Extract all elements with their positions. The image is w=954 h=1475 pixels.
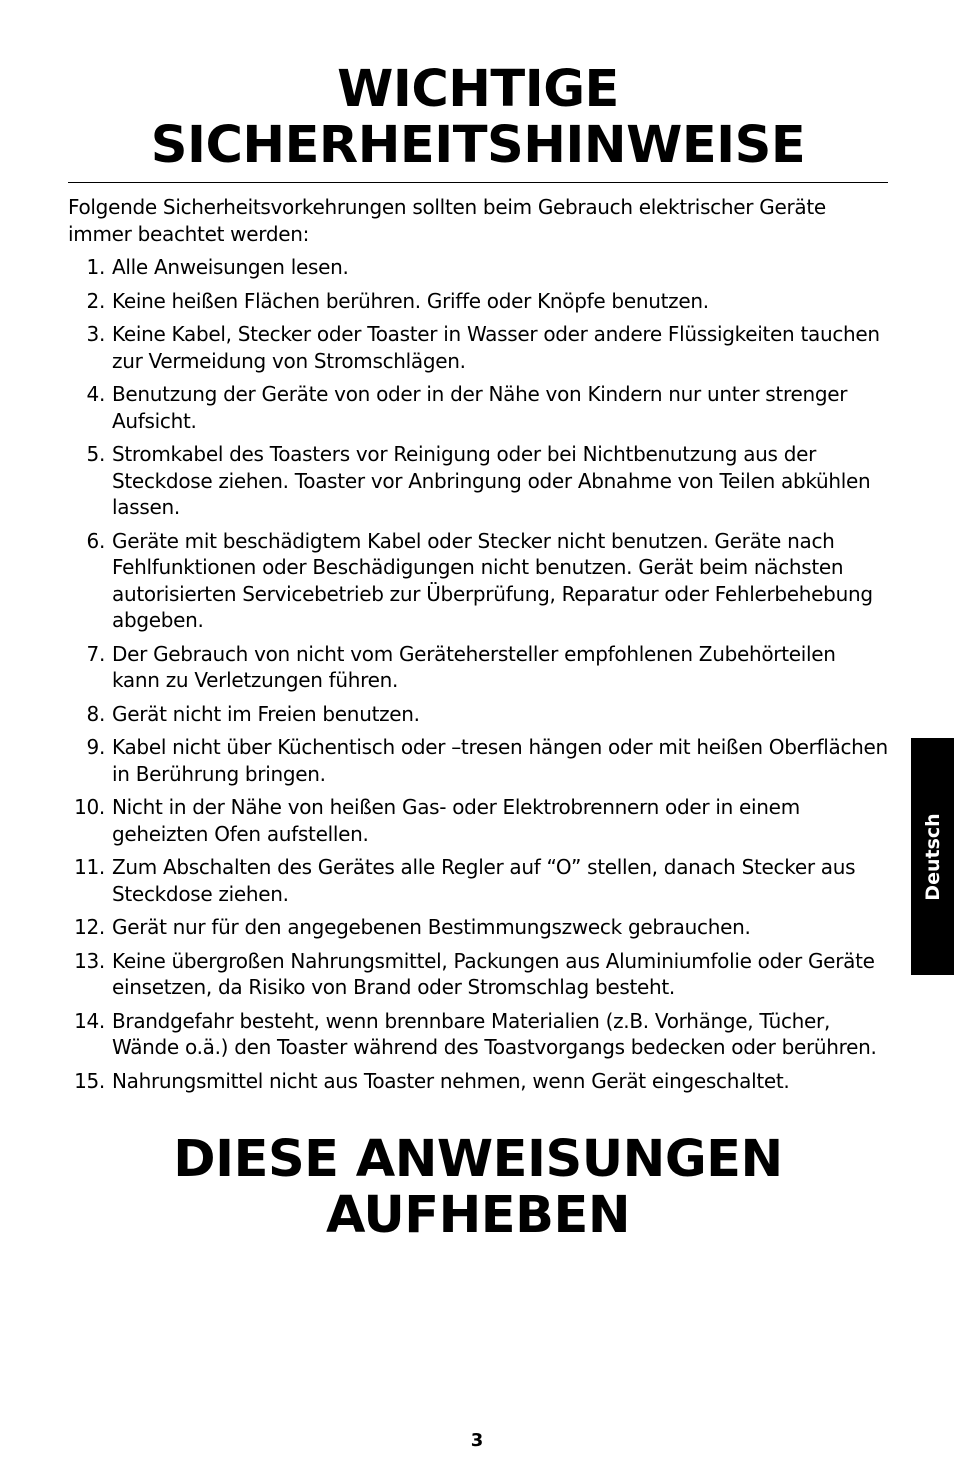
list-item (68, 701, 888, 728)
list-item (68, 794, 888, 847)
item-number: 9. (86, 735, 105, 759)
list-item (68, 641, 888, 694)
language-tab (911, 738, 954, 975)
item-number: 5. (86, 442, 105, 466)
language-tab-label: Deutsch (921, 812, 944, 901)
list-item (68, 948, 888, 1001)
item-number: 10. (74, 795, 105, 819)
page-number: 3 (470, 1430, 484, 1451)
item-text: Alle Anweisungen lesen. (112, 255, 349, 279)
page-title-line-2: SICHERHEITSHINWEISE (150, 116, 806, 175)
item-text: Gerät nicht im Freien benutzen. (112, 701, 420, 726)
page-title-line-1: WICHTIGE (337, 60, 619, 119)
item-number: 13. (74, 948, 105, 973)
item-text: Zum Abschalten des Gerätes alle Regler auf “O” stellen, danach Stecker aus Steckdose ziehen. (112, 855, 856, 906)
safety-instructions-list (68, 254, 888, 1101)
item-number: 12. (74, 915, 105, 939)
list-item (68, 321, 888, 374)
item-text: Brandgefahr besteht, wenn brennbare Materialien (z.B. Vorhänge, Tücher, Wände o.ä.) den Toaster während des Toastvorgangs bedecken oder berühren. (112, 1008, 877, 1059)
item-text: Der Gebrauch von nicht vom Gerätehersteller empfohlenen Zubehörteilen kann zu Verletzungen führen. (112, 641, 836, 692)
list-item (68, 1068, 888, 1095)
item-number: 8. (86, 701, 105, 726)
closing-heading-line-2: AUFHEBEN (325, 1186, 631, 1245)
item-text: Kabel nicht über Küchentisch oder –tresen hängen oder mit heißen Oberflächen in Berührung bringen. (112, 735, 888, 786)
item-text: Keine Kabel, Stecker oder Toaster in Wasser oder andere Flüssigkeiten tauchen zur Vermeidung von Stromschlägen. (112, 322, 880, 373)
closing-heading (68, 1132, 888, 1244)
list-item (68, 441, 888, 521)
item-text: Benutzung der Geräte von oder in der Nähe von Kindern nur unter strenger Aufsicht. (112, 382, 848, 433)
title-divider (68, 182, 888, 183)
list-item (68, 734, 888, 787)
list-item (68, 914, 888, 941)
item-number: 6. (86, 528, 105, 553)
intro-paragraph: Folgende Sicherheitsvorkehrungen sollten beim Gebrauch elektrischer Geräte immer beachtet werden: (68, 195, 826, 246)
item-number: 4. (86, 382, 105, 406)
list-item (68, 381, 888, 434)
item-text: Keine heißen Flächen berühren. Griffe oder Knöpfe benutzen. (112, 288, 709, 313)
item-number: 11. (74, 855, 105, 879)
item-number: 14. (74, 1008, 105, 1033)
item-text: Gerät nur für den angegebenen Bestimmungszweck gebrauchen. (112, 915, 751, 939)
page-title (68, 62, 888, 174)
item-text: Nahrungsmittel nicht aus Toaster nehmen, wenn Gerät eingeschaltet. (112, 1068, 790, 1093)
list-item (68, 528, 888, 634)
item-number: 1. (86, 255, 105, 279)
list-item (68, 254, 888, 281)
item-text: Nicht in der Nähe von heißen Gas- oder Elektrobrennern oder in einem geheizten Ofen aufstellen. (112, 795, 800, 846)
closing-heading-line-1: DIESE ANWEISUNGEN (173, 1130, 783, 1189)
item-text: Stromkabel des Toasters vor Reinigung oder bei Nichtbenutzung aus der Steckdose ziehen. Toaster vor Anbringung oder Abnahme von Teilen abkühlen lassen. (112, 442, 871, 519)
item-number: 3. (86, 322, 105, 346)
list-item (68, 854, 888, 907)
item-number: 7. (86, 641, 105, 666)
item-number: 15. (74, 1068, 105, 1093)
list-item (68, 1008, 888, 1061)
item-number: 2. (86, 288, 105, 313)
item-text: Keine übergroßen Nahrungsmittel, Packungen aus Aluminiumfolie oder Geräte einsetzen, da Risiko von Brand oder Stromschlag besteht. (112, 948, 875, 999)
item-text: Geräte mit beschädigtem Kabel oder Stecker nicht benutzen. Geräte nach Fehlfunktionen oder Beschädigungen nicht benutzen. Gerät beim nächsten autorisierten Servicebetrieb zur Überprüfung, Reparatur oder Fehlerbehebung abgeben. (112, 528, 873, 632)
list-item (68, 288, 888, 315)
